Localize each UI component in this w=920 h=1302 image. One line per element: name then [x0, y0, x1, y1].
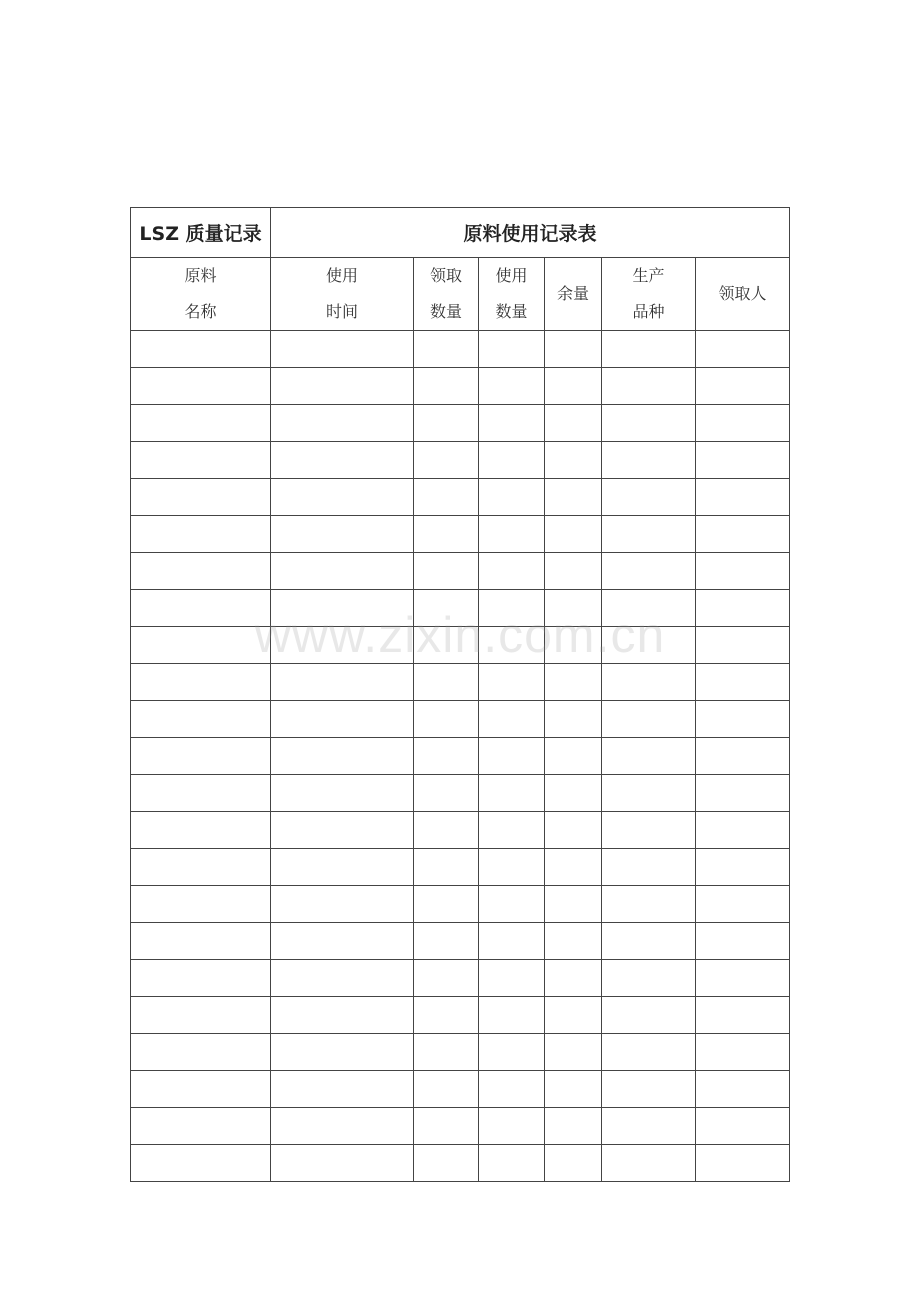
table-cell[interactable]: [479, 553, 545, 590]
table-cell[interactable]: [545, 1108, 602, 1145]
table-cell[interactable]: [479, 775, 545, 812]
table-row: [131, 738, 790, 775]
table-row: [131, 553, 790, 590]
table-cell[interactable]: [479, 886, 545, 923]
table-cell[interactable]: [131, 590, 271, 627]
table-cell[interactable]: [602, 1145, 696, 1182]
table-cell[interactable]: [131, 553, 271, 590]
table-cell[interactable]: [479, 442, 545, 479]
table-cell[interactable]: [131, 923, 271, 960]
table-row: [131, 1034, 790, 1071]
table-cell[interactable]: [271, 738, 414, 775]
table-cell[interactable]: [414, 405, 479, 442]
table-cell[interactable]: [696, 627, 790, 664]
table-cell[interactable]: [131, 516, 271, 553]
table-cell[interactable]: [271, 331, 414, 368]
column-header-label: 领取: [429, 266, 462, 285]
table-cell[interactable]: [479, 960, 545, 997]
table-cell[interactable]: [696, 1071, 790, 1108]
table-cell[interactable]: [696, 812, 790, 849]
form-title: 原料使用记录表: [271, 208, 790, 258]
table-cell[interactable]: [602, 1034, 696, 1071]
table-cell[interactable]: [696, 1108, 790, 1145]
table-cell[interactable]: [131, 368, 271, 405]
table-cell[interactable]: [545, 997, 602, 1034]
column-header-label: 使用: [495, 266, 528, 285]
table-cell[interactable]: [696, 405, 790, 442]
table-cell[interactable]: [131, 960, 271, 997]
table-cell[interactable]: [271, 627, 414, 664]
table-cell[interactable]: [545, 664, 602, 701]
table-row: [131, 701, 790, 738]
column-header: [479, 258, 545, 331]
table-cell[interactable]: [696, 701, 790, 738]
table-cell[interactable]: [479, 1108, 545, 1145]
table-cell[interactable]: [131, 1071, 271, 1108]
table-cell[interactable]: [271, 479, 414, 516]
table-row: [131, 886, 790, 923]
table-cell[interactable]: [545, 1145, 602, 1182]
table-cell[interactable]: [131, 701, 271, 738]
table-cell[interactable]: [602, 775, 696, 812]
table-cell[interactable]: [414, 997, 479, 1034]
table-cell[interactable]: [131, 1145, 271, 1182]
table-cell[interactable]: [131, 627, 271, 664]
table-cell[interactable]: [696, 516, 790, 553]
table-cell[interactable]: [696, 775, 790, 812]
table-cell[interactable]: [479, 405, 545, 442]
table-cell[interactable]: [602, 886, 696, 923]
table-cell[interactable]: [602, 923, 696, 960]
table-cell[interactable]: [271, 1108, 414, 1145]
column-header-label: 原料: [184, 266, 217, 285]
table-cell[interactable]: [131, 331, 271, 368]
table-cell[interactable]: [602, 442, 696, 479]
table-cell[interactable]: [479, 923, 545, 960]
table-cell[interactable]: [545, 775, 602, 812]
table-row: [131, 627, 790, 664]
table-cell[interactable]: [545, 849, 602, 886]
table-cell[interactable]: [479, 590, 545, 627]
column-header-label: 余量: [556, 284, 589, 303]
table-cell[interactable]: [131, 738, 271, 775]
table-cell[interactable]: [602, 960, 696, 997]
table-row: [131, 849, 790, 886]
title-row: [131, 208, 790, 258]
table-cell[interactable]: [696, 886, 790, 923]
column-header-label: 数量: [429, 302, 462, 321]
table-cell[interactable]: [696, 1145, 790, 1182]
table-cell[interactable]: [602, 553, 696, 590]
table-row: [131, 331, 790, 368]
table-row: [131, 1108, 790, 1145]
column-header: [545, 258, 602, 331]
table-cell[interactable]: [696, 960, 790, 997]
table-cell[interactable]: [545, 1034, 602, 1071]
table-cell[interactable]: [545, 701, 602, 738]
table-cell[interactable]: [131, 405, 271, 442]
table-cell[interactable]: [602, 368, 696, 405]
table-cell[interactable]: [602, 664, 696, 701]
table-cell[interactable]: [602, 997, 696, 1034]
table-cell[interactable]: [602, 1108, 696, 1145]
table-cell[interactable]: [414, 1071, 479, 1108]
table-cell[interactable]: [479, 812, 545, 849]
table-cell[interactable]: [696, 738, 790, 775]
table-cell[interactable]: [271, 516, 414, 553]
table-cell[interactable]: [696, 997, 790, 1034]
table-cell[interactable]: [271, 701, 414, 738]
table-cell[interactable]: [545, 738, 602, 775]
table-cell[interactable]: [271, 1145, 414, 1182]
table-cell[interactable]: [271, 368, 414, 405]
table-cell[interactable]: [131, 442, 271, 479]
table-cell[interactable]: [696, 368, 790, 405]
table-cell[interactable]: [414, 1145, 479, 1182]
table-cell[interactable]: [479, 516, 545, 553]
table-row: [131, 664, 790, 701]
table-cell[interactable]: [414, 812, 479, 849]
table-cell[interactable]: [131, 775, 271, 812]
table-cell[interactable]: [131, 664, 271, 701]
table-cell[interactable]: [414, 701, 479, 738]
table-cell[interactable]: [131, 886, 271, 923]
table-cell[interactable]: [414, 516, 479, 553]
table-cell[interactable]: [271, 405, 414, 442]
table-row: [131, 923, 790, 960]
table-cell[interactable]: [479, 1071, 545, 1108]
table-cell[interactable]: [271, 997, 414, 1034]
table-cell[interactable]: [271, 553, 414, 590]
table-cell[interactable]: [414, 590, 479, 627]
table-cell[interactable]: [479, 849, 545, 886]
table-cell[interactable]: [271, 886, 414, 923]
table-cell[interactable]: [545, 590, 602, 627]
table-row: [131, 812, 790, 849]
table-cell[interactable]: [602, 627, 696, 664]
table-cell[interactable]: [414, 1108, 479, 1145]
table-cell[interactable]: [479, 997, 545, 1034]
table-cell[interactable]: [545, 442, 602, 479]
table-cell[interactable]: [131, 849, 271, 886]
table-cell[interactable]: [414, 442, 479, 479]
table-row: [131, 960, 790, 997]
table-cell[interactable]: [602, 812, 696, 849]
table-cell[interactable]: [479, 1034, 545, 1071]
table-cell[interactable]: [545, 405, 602, 442]
table-cell[interactable]: [479, 368, 545, 405]
table-cell[interactable]: [545, 1071, 602, 1108]
column-header-label: 时间: [325, 302, 358, 321]
table-cell[interactable]: [414, 1034, 479, 1071]
table-row: [131, 590, 790, 627]
table-cell[interactable]: [271, 442, 414, 479]
table-cell[interactable]: [131, 1034, 271, 1071]
table-row: [131, 479, 790, 516]
table-cell[interactable]: [602, 701, 696, 738]
table-cell[interactable]: [696, 442, 790, 479]
column-header-label: 使用: [325, 266, 358, 285]
table-cell[interactable]: [414, 331, 479, 368]
table-cell[interactable]: [545, 368, 602, 405]
table-cell[interactable]: [479, 738, 545, 775]
column-header-row: [131, 258, 790, 331]
table-cell[interactable]: [479, 627, 545, 664]
table-row: [131, 516, 790, 553]
table-cell[interactable]: [479, 479, 545, 516]
table-cell[interactable]: [414, 775, 479, 812]
table-cell[interactable]: [414, 368, 479, 405]
table-row: [131, 405, 790, 442]
table-cell[interactable]: [271, 1034, 414, 1071]
table-cell[interactable]: [414, 738, 479, 775]
column-header: [271, 258, 414, 331]
table-cell[interactable]: [414, 849, 479, 886]
table-cell[interactable]: [696, 664, 790, 701]
material-usage-table: [130, 207, 790, 1182]
table-cell[interactable]: [602, 1071, 696, 1108]
table-cell[interactable]: [131, 997, 271, 1034]
table-cell[interactable]: [602, 479, 696, 516]
table-cell[interactable]: [602, 590, 696, 627]
table-cell[interactable]: [479, 1145, 545, 1182]
table-row: [131, 1071, 790, 1108]
column-header: [414, 258, 479, 331]
table-cell[interactable]: [479, 664, 545, 701]
table-cell[interactable]: [545, 516, 602, 553]
column-header-label: 数量: [495, 302, 528, 321]
table-cell[interactable]: [696, 923, 790, 960]
column-header: [131, 258, 271, 331]
table-cell[interactable]: [696, 590, 790, 627]
table-cell[interactable]: [271, 960, 414, 997]
table-cell[interactable]: [271, 664, 414, 701]
table-cell[interactable]: [414, 553, 479, 590]
watermark: www.zixin.com.cn: [254, 607, 666, 663]
table-row: [131, 997, 790, 1034]
table-cell[interactable]: [696, 553, 790, 590]
table-cell[interactable]: [545, 331, 602, 368]
table-cell[interactable]: [545, 553, 602, 590]
table-cell[interactable]: [696, 331, 790, 368]
column-header-label: 领取人: [718, 284, 767, 303]
table-cell[interactable]: [602, 849, 696, 886]
table-cell[interactable]: [414, 886, 479, 923]
table-cell[interactable]: [271, 849, 414, 886]
table-row: [131, 775, 790, 812]
table-row: [131, 442, 790, 479]
table-row: [131, 1145, 790, 1182]
table-cell[interactable]: [545, 886, 602, 923]
column-header-label: 名称: [184, 302, 217, 321]
table-cell[interactable]: [271, 775, 414, 812]
table-cell[interactable]: [479, 701, 545, 738]
table-cell[interactable]: [545, 479, 602, 516]
record-code-cell: LSZ 质量记录: [131, 208, 271, 258]
table-cell[interactable]: [414, 923, 479, 960]
table-cell[interactable]: [602, 738, 696, 775]
table-cell[interactable]: [131, 1108, 271, 1145]
table-cell[interactable]: [602, 405, 696, 442]
table-cell[interactable]: [696, 849, 790, 886]
table-cell[interactable]: [602, 516, 696, 553]
table-cell[interactable]: [271, 1071, 414, 1108]
table-cell[interactable]: [131, 479, 271, 516]
record-sheet: [130, 207, 789, 1182]
table-row: [131, 368, 790, 405]
table-cell[interactable]: [271, 812, 414, 849]
table-cell[interactable]: [271, 590, 414, 627]
table-cell[interactable]: [131, 812, 271, 849]
table-cell[interactable]: [414, 960, 479, 997]
table-cell[interactable]: [414, 627, 479, 664]
table-cell[interactable]: [696, 1034, 790, 1071]
table-cell[interactable]: [545, 923, 602, 960]
column-header: [602, 258, 696, 331]
table-cell[interactable]: [696, 479, 790, 516]
column-header-label: 生产: [632, 266, 665, 285]
table-cell[interactable]: [545, 960, 602, 997]
table-cell[interactable]: [271, 923, 414, 960]
column-header-label: 品种: [632, 302, 665, 321]
column-header: [696, 258, 790, 331]
table-cell[interactable]: [414, 664, 479, 701]
table-cell[interactable]: [545, 812, 602, 849]
table-cell[interactable]: [545, 627, 602, 664]
table-cell[interactable]: [479, 331, 545, 368]
table-cell[interactable]: [602, 331, 696, 368]
table-cell[interactable]: [414, 479, 479, 516]
